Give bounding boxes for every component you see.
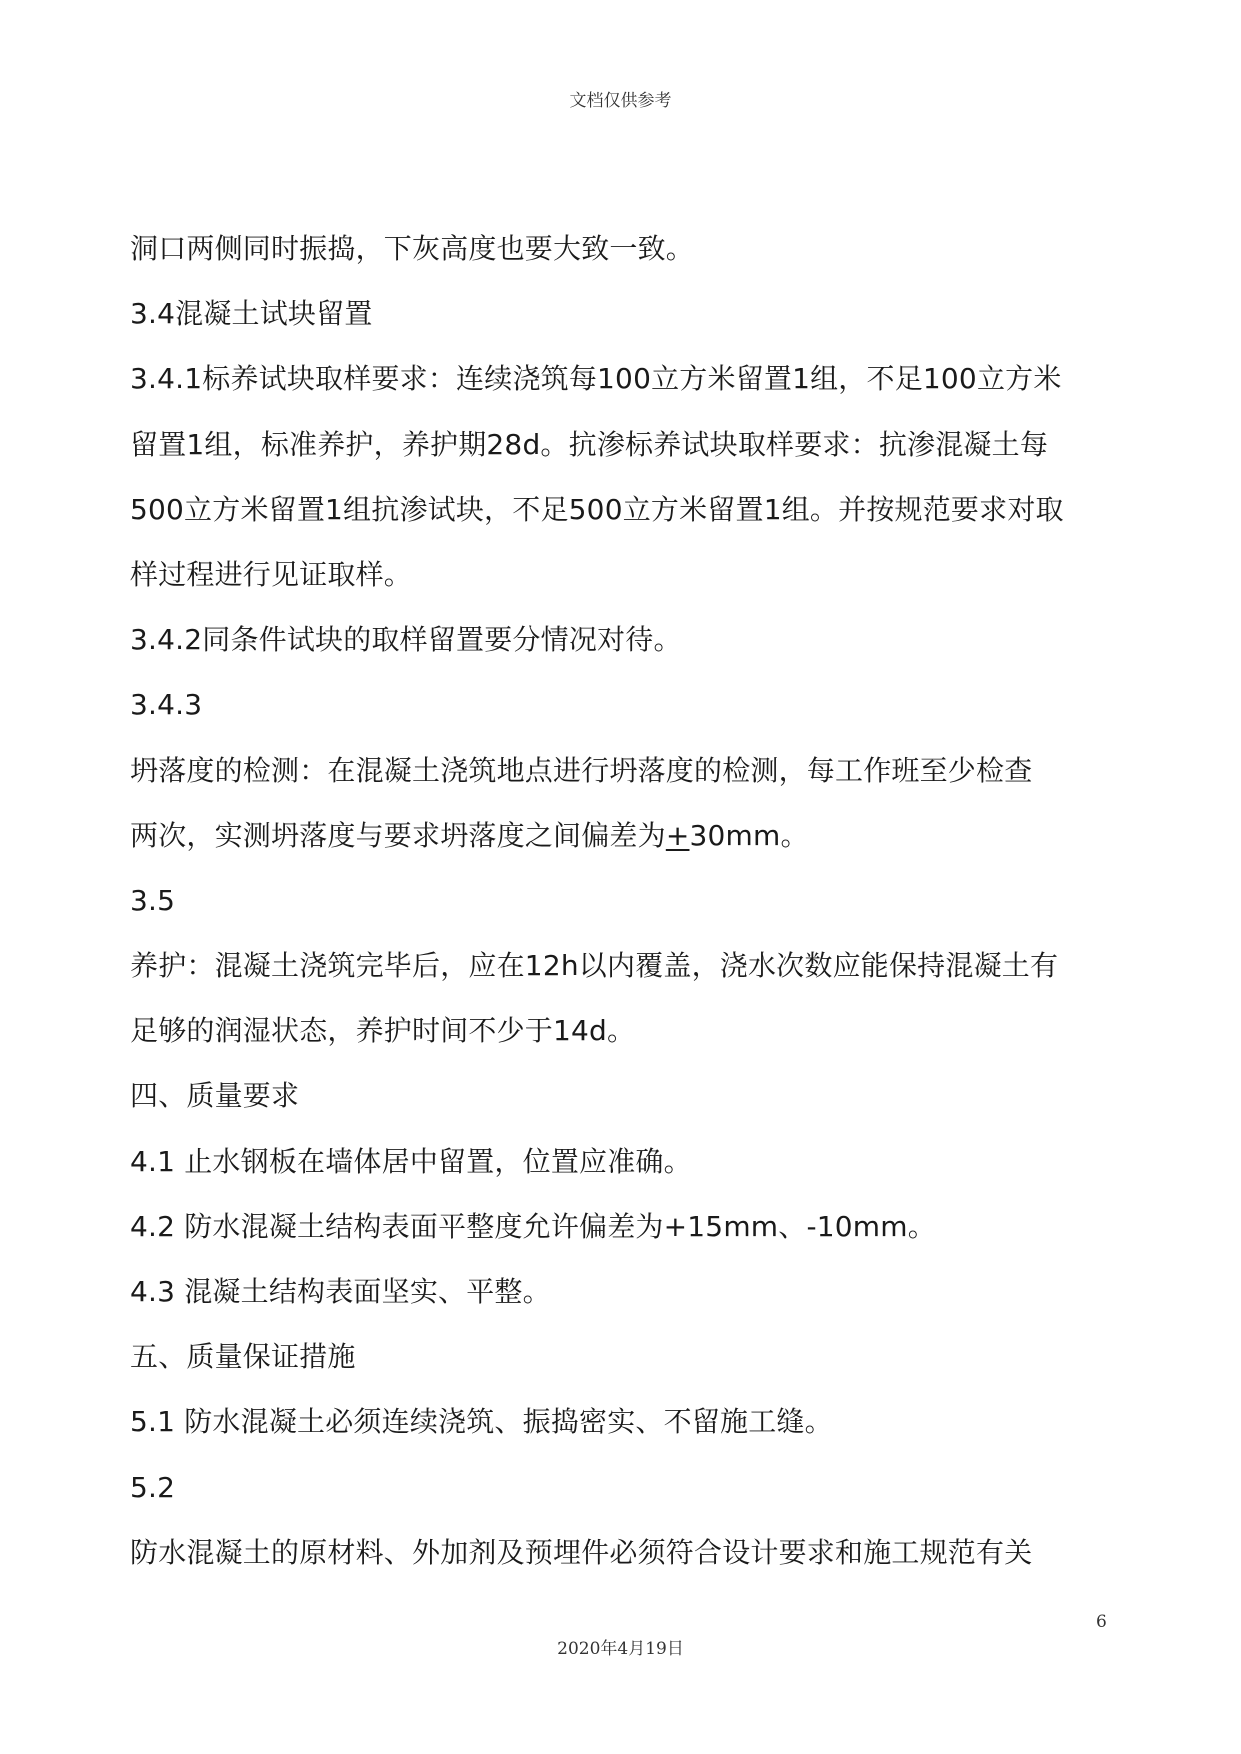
paragraph-line: 4.2 防水混凝土结构表面平整度允许偏差为+15mm、-10mm。: [130, 1209, 936, 1243]
chapter-heading: 五、质量保证措施: [130, 1340, 356, 1374]
line-text: 两次，实测坍落度与要求坍落度之间偏差为: [130, 818, 666, 852]
paragraph-line: 5.1 防水混凝土必须连续浇筑、振捣密实、不留施工缝。: [130, 1405, 833, 1439]
paragraph-line: 4.3 混凝土结构表面坚实、平整。: [130, 1275, 551, 1308]
page-header: 文档仅供参考: [569, 91, 672, 111]
plus-minus-sign: +: [665, 818, 690, 852]
paragraph-line: 养护：混凝土浇筑完毕后，应在12h以内覆盖，浇水次数应能保持混凝土有: [130, 949, 1059, 983]
section-number: 3.4.3: [130, 688, 203, 722]
paragraph-line: [130, 803, 1120, 868]
footer-date: 2020年4月19日: [557, 1639, 684, 1659]
paragraph-line: 3.4.2同条件试块的取样留置要分情况对待。: [130, 623, 682, 657]
paragraph-line: 坍落度的检测：在混凝土浇筑地点进行坍落度的检测，每工作班至少检查: [130, 753, 1033, 787]
chapter-heading: 四、质量要求: [130, 1079, 300, 1113]
section-heading: 3.4混凝土试块留置: [130, 297, 373, 331]
paragraph-line: 500立方米留置1组抗渗试块，不足500立方米留置1组。并按规范要求对取: [130, 492, 1064, 526]
paragraph-line: 3.4.1标养试块取样要求：连续浇筑每100立方米留置1组，不足100立方米: [130, 362, 1062, 396]
paragraph-line: 4.1 止水钢板在墙体居中留置，位置应准确。: [130, 1144, 692, 1178]
document-body: [130, 216, 1120, 1585]
paragraph-line: 样过程进行见证取样。: [130, 557, 413, 591]
line-text: 30mm。: [689, 818, 809, 852]
paragraph-line: 足够的润湿状态，养护时间不少于14d。: [130, 1014, 636, 1048]
section-number: 5.2: [130, 1470, 176, 1504]
paragraph-line: 留置1组，标准养护，养护期28d。抗渗标养试块取样要求：抗渗混凝土每: [130, 427, 1049, 461]
paragraph-line: 防水混凝土的原材料、外加剂及预埋件必须符合设计要求和施工规范有关: [130, 1535, 1033, 1569]
page-number: 6: [1096, 1612, 1107, 1632]
paragraph-line: 洞口两侧同时振捣，下灰高度也要大致一致。: [130, 232, 695, 265]
section-number: 3.5: [130, 883, 176, 917]
